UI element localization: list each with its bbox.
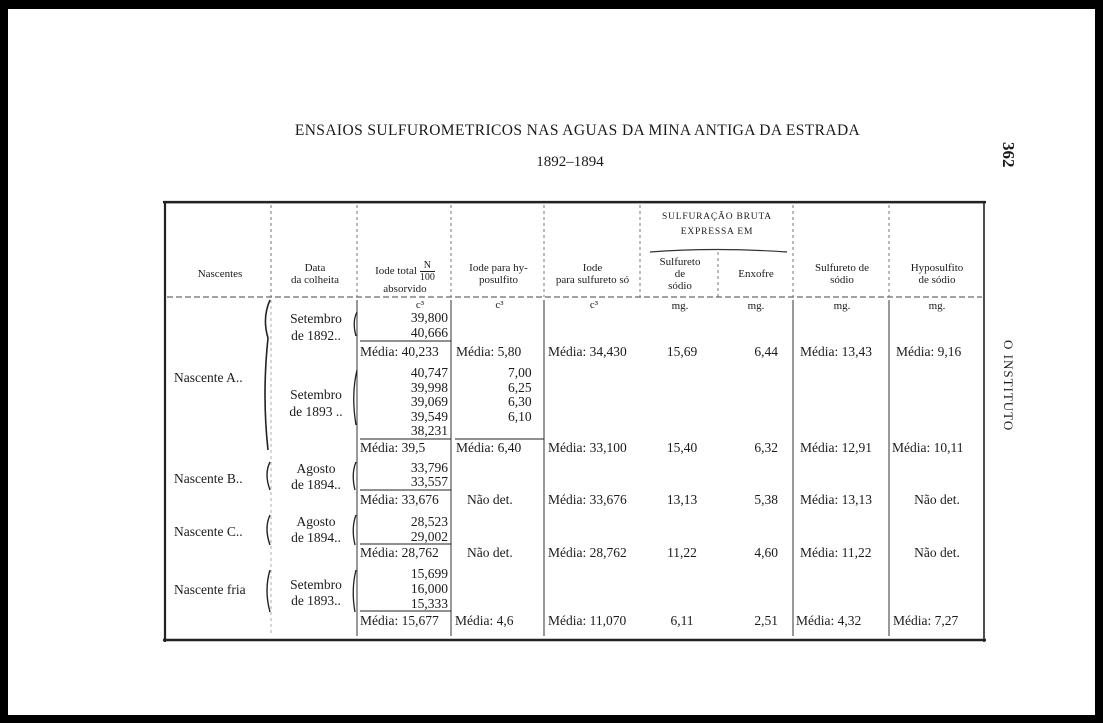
nascente-c-label: Nascente C.. bbox=[174, 524, 243, 539]
nascente-b-label: Nascente B.. bbox=[174, 471, 243, 486]
nascente-fria-sulf-sodio-mg: 6,11 bbox=[670, 613, 694, 628]
nascente-fria-media-sulf: Média: 11,070 bbox=[548, 613, 627, 628]
page-number: 362 bbox=[999, 142, 1018, 168]
nascente-a-media-2-hyposulfito: Média: 10,11 bbox=[892, 440, 964, 455]
col-group-sulfuracao-bruta: SULFURAÇÃO BRUTA EXPRESSA EM bbox=[662, 212, 772, 237]
running-header: O INSTITUTO bbox=[1001, 340, 1016, 432]
nascente-b-hyposulfito: Não det. bbox=[914, 492, 960, 507]
unit-iode-sulf: c³ bbox=[589, 299, 599, 311]
col-header-sulfureto-de-sodio: Sulfureto de sódio bbox=[814, 262, 870, 286]
nascente-c-hypo: Não det. bbox=[467, 545, 513, 560]
col-header-iode-total: Iode total $\frac{N}{100}$ absorvido bbox=[375, 260, 435, 295]
unit-iode-hypo: c³ bbox=[495, 299, 504, 311]
nascente-a-values-2: 40,747 39,998 39,069 39,549 38,231 bbox=[410, 365, 448, 438]
nascente-a-media-1-sulfureto: Média: 13,43 bbox=[800, 344, 872, 359]
nascente-a-enxofre-1: 6,44 bbox=[754, 344, 778, 359]
nascente-c-date: Agosto de 1894.. bbox=[291, 514, 341, 545]
nascente-a-media-1-iode: Média: 40,233 bbox=[360, 344, 439, 359]
nascente-c-enxofre: 4,60 bbox=[754, 545, 778, 560]
nascente-a-enxofre-2: 6,32 bbox=[754, 440, 778, 455]
unit-enxofre: mg. bbox=[747, 300, 765, 312]
nascente-fria-media-hyposulfito: Média: 7,27 bbox=[893, 613, 959, 628]
nascente-fria-media-iode: Média: 15,677 bbox=[360, 613, 439, 628]
unit-sulf-sodio: mg. bbox=[671, 300, 689, 312]
nascente-c-media-iode: Média: 28,762 bbox=[360, 545, 439, 560]
col-header-nascentes: Nascentes bbox=[197, 268, 243, 280]
nascente-a-media-2-sulfureto: Média: 12,91 bbox=[800, 440, 872, 455]
col-header-sulfureto-sodio-mg: Sulfureto de sódio bbox=[659, 256, 701, 292]
nascente-b-values: 33,796 33,557 bbox=[410, 460, 448, 489]
nascente-b-hypo: Não det. bbox=[467, 492, 513, 507]
nascente-fria-label: Nascente fria bbox=[174, 582, 246, 597]
nascente-a-media-2-sulf: Média: 33,100 bbox=[548, 440, 627, 455]
col-header-data: Data da colheita bbox=[291, 262, 339, 286]
unit-hyposulfito: mg. bbox=[928, 300, 946, 312]
nascente-a-values-1: 39,800 40,666 bbox=[410, 310, 448, 340]
nascente-a-sulf-sodio-mg-1: 15,69 bbox=[666, 344, 698, 359]
nascente-a-label: Nascente A.. bbox=[174, 370, 243, 385]
unit-iode-total: c³ bbox=[415, 299, 425, 311]
unit-sulfureto-sodio: mg. bbox=[833, 300, 851, 312]
nascente-fria-values: 15,699 16,000 15,333 bbox=[410, 566, 448, 611]
nascente-fria-media-hypo: Média: 4,6 bbox=[455, 613, 514, 628]
col-header-iode-sulfureto: Iode para sulfureto só bbox=[555, 262, 630, 286]
nascente-a-media-1-hyposulfito: Média: 9,16 bbox=[896, 344, 962, 359]
nascente-a-hypo-values-2: 7,00 6,25 6,30 6,10 bbox=[508, 365, 532, 424]
nascente-b-enxofre: 5,38 bbox=[754, 492, 778, 507]
nascente-c-hyposulfito: Não det. bbox=[914, 545, 960, 560]
nascente-a-date-2: Setembro de 1893 .. bbox=[289, 387, 343, 419]
page-title: ENSAIOS SULFUROMETRICOS NAS AGUAS DA MINA ANTIGA DA ESTRADA bbox=[294, 122, 861, 139]
col-header-enxofre: Enxofre bbox=[738, 268, 774, 280]
nascente-b-date: Agosto de 1894.. bbox=[291, 461, 341, 492]
nascente-c-media-sulf: Média: 28,762 bbox=[548, 545, 627, 560]
col-header-iode-hyposulfito: Iode para hy- posulfito bbox=[469, 262, 528, 286]
nascente-b-media-sulf: Média: 33,676 bbox=[548, 492, 627, 507]
nascente-fria-media-sulfureto: Média: 4,32 bbox=[796, 613, 862, 628]
nascente-a-media-2-hypo: Média: 6,40 bbox=[456, 440, 522, 455]
nascente-b-sulf-sodio-mg: 13,13 bbox=[666, 492, 698, 507]
nascente-c-sulf-sodio-mg: 11,22 bbox=[667, 545, 697, 560]
nascente-a-media-1-sulf: Média: 34,430 bbox=[548, 344, 627, 359]
nascente-fria-enxofre: 2,51 bbox=[754, 613, 778, 628]
nascente-fria-date: Setembro de 1893.. bbox=[290, 577, 342, 608]
nascente-c-values: 28,523 29,002 bbox=[410, 514, 448, 544]
col-header-hyposulfito: Hyposulfito de sódio bbox=[910, 262, 964, 286]
nascente-b-media-iode: Média: 33,676 bbox=[360, 492, 439, 507]
nascente-a-media-1-hypo: Média: 5,80 bbox=[456, 344, 522, 359]
nascente-b-media-sulfureto: Média: 13,13 bbox=[800, 492, 872, 507]
nascente-a-media-2-iode: Média: 39,5 bbox=[360, 440, 426, 455]
fraction-n-100: $\frac{N}{100}$ bbox=[419, 260, 435, 283]
nascente-c-media-sulfureto: Média: 11,22 bbox=[800, 545, 872, 560]
nascente-a-date-1: Setembro de 1892.. bbox=[290, 311, 342, 343]
page-subtitle-years: 1892–1894 bbox=[536, 154, 604, 170]
nascente-a-sulf-sodio-mg-2: 15,40 bbox=[666, 440, 698, 455]
